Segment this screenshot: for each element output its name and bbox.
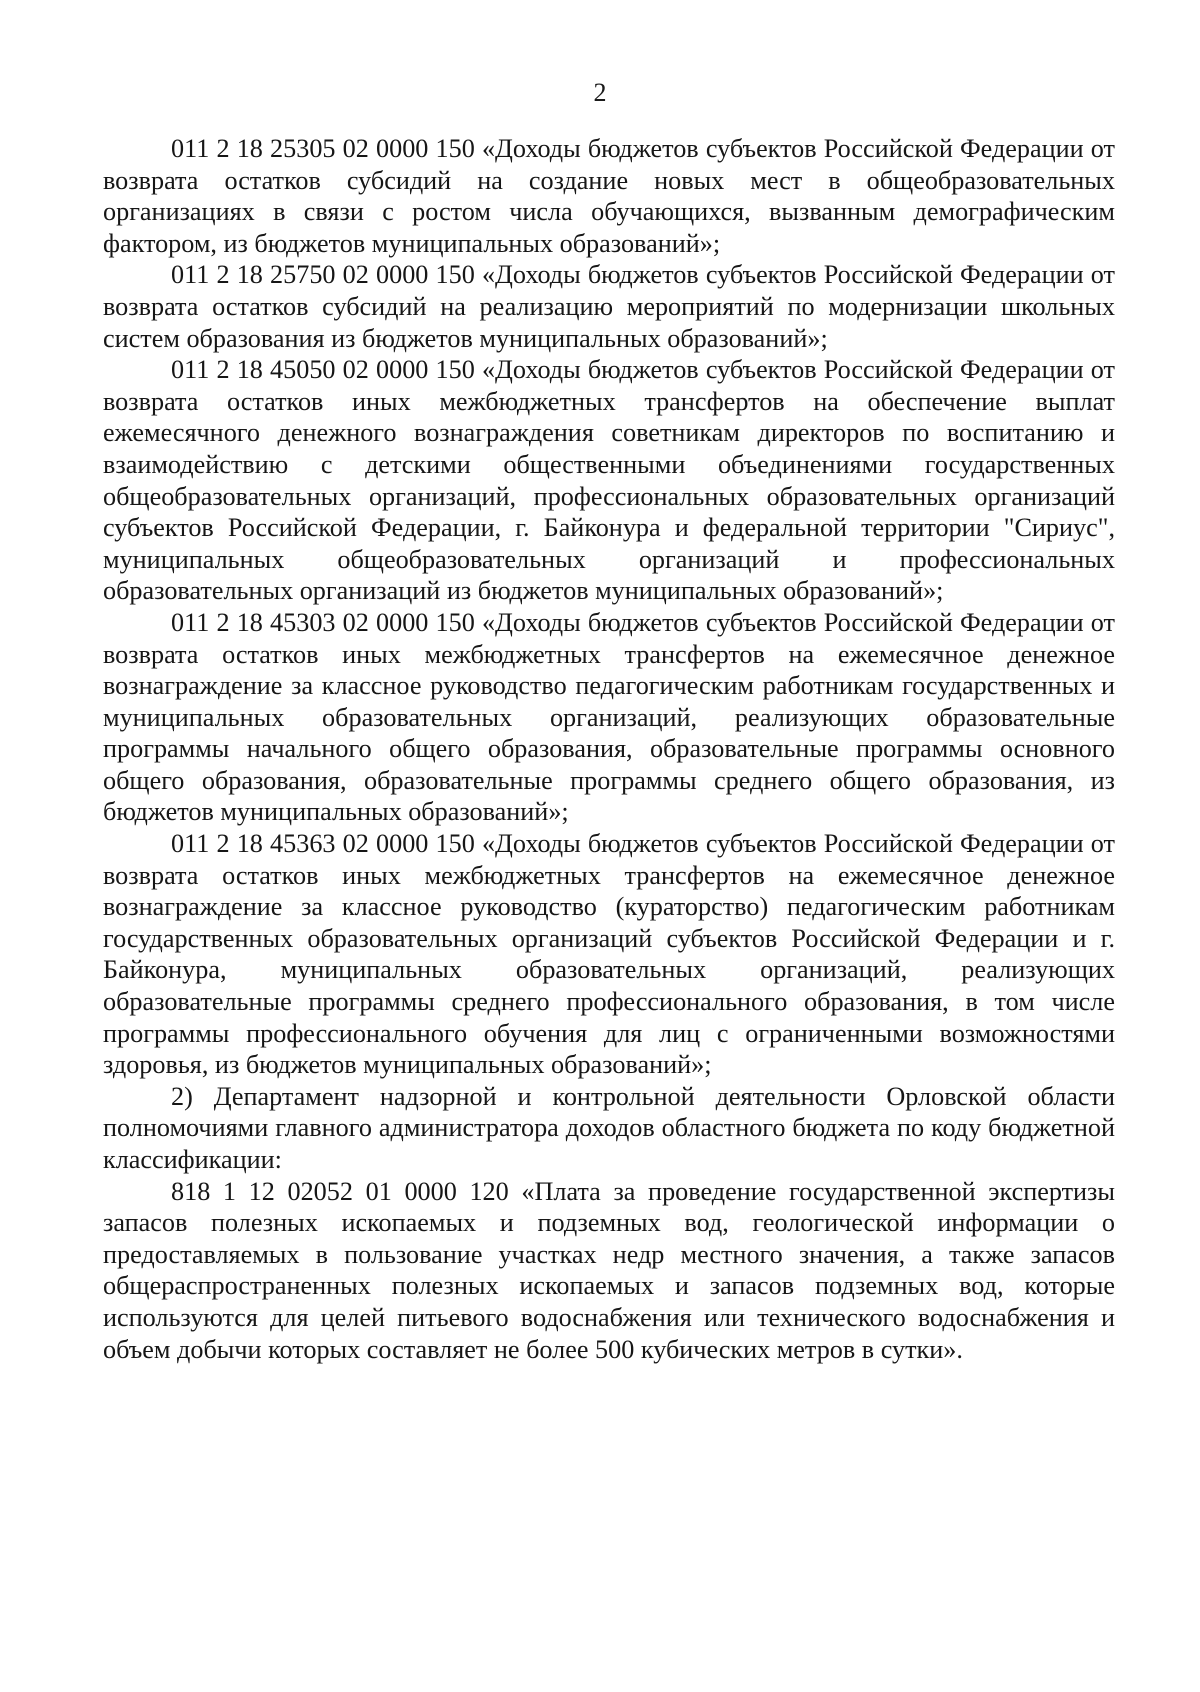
paragraph-department-item-2: 2) Департамент надзорной и контрольной деятельности Орловской области полномочиями главного администратора доходов областного бюджета по коду бюджетной классификации: <box>103 1081 1115 1174</box>
paragraph-code-25305: 011 2 18 25305 02 0000 150 «Доходы бюджетов субъектов Российской Федерации от возврата остатков субсидий на создание новых мест в общеобразовательных организациях в связи с ростом числа обучающихся, вызванным демографическим фактором, из бюджетов муниципальных образований»; <box>103 134 1115 258</box>
paragraph-code-45303: 011 2 18 45303 02 0000 150 «Доходы бюджетов субъектов Российской Федерации от возврата остатков иных межбюджетных трансфертов на ежемесячное денежное вознаграждение за классное руководство педагогическим работникам государственных и муниципальных образовательных организаций, реализующих образовательные программы начального общего образования, образовательные программы основного общего образования, образовательные программы среднего общего образования, из бюджетов муниципальных образований»; <box>103 607 1115 827</box>
document-body <box>103 133 1115 1365</box>
paragraph-code-45050: 011 2 18 45050 02 0000 150 «Доходы бюджетов субъектов Российской Федерации от возврата остатков иных межбюджетных трансфертов на обеспечение выплат ежемесячного денежного вознаграждения советникам директоров по воспитанию и взаимодействию с детскими общественными объединениями государственных общеобразовательных организаций, профессиональных образовательных организаций субъектов Российской Федерации, г. Байконура и федеральной территории "Сириус", муниципальных общеобразовательных организаций и профессиональных образовательных организаций из бюджетов муниципальных образований»; <box>103 355 1115 606</box>
page-number: 2 <box>593 78 607 107</box>
paragraph-code-45363: 011 2 18 45363 02 0000 150 «Доходы бюджетов субъектов Российской Федерации от возврата остатков иных межбюджетных трансфертов на ежемесячное денежное вознаграждение за классное руководство (кураторство) педагогическим работникам государственных образовательных организаций субъектов Российской Федерации и г. Байконура, муниципальных образовательных организаций, реализующих образовательные программы среднего профессионального образования, в том числе программы профессионального обучения для лиц с ограниченными возможностями здоровья, из бюджетов муниципальных образований»; <box>103 829 1115 1080</box>
paragraph-code-02052: 818 1 12 02052 01 0000 120 «Плата за проведение государственной экспертизы запасов полезных ископаемых и подземных вод, геологической информации о предоставляемых в пользование участках недр местного значения, а также запасов общераспространенных полезных ископаемых и запасов подземных вод, которые используются для целей питьевого водоснабжения или технического водоснабжения и объем добычи которых составляет не более 500 кубических метров в сутки». <box>103 1176 1115 1364</box>
paragraph-code-25750: 011 2 18 25750 02 0000 150 «Доходы бюджетов субъектов Российской Федерации от возврата остатков субсидий на реализацию мероприятий по модернизации школьных систем образования из бюджетов муниципальных образований»; <box>103 260 1115 353</box>
